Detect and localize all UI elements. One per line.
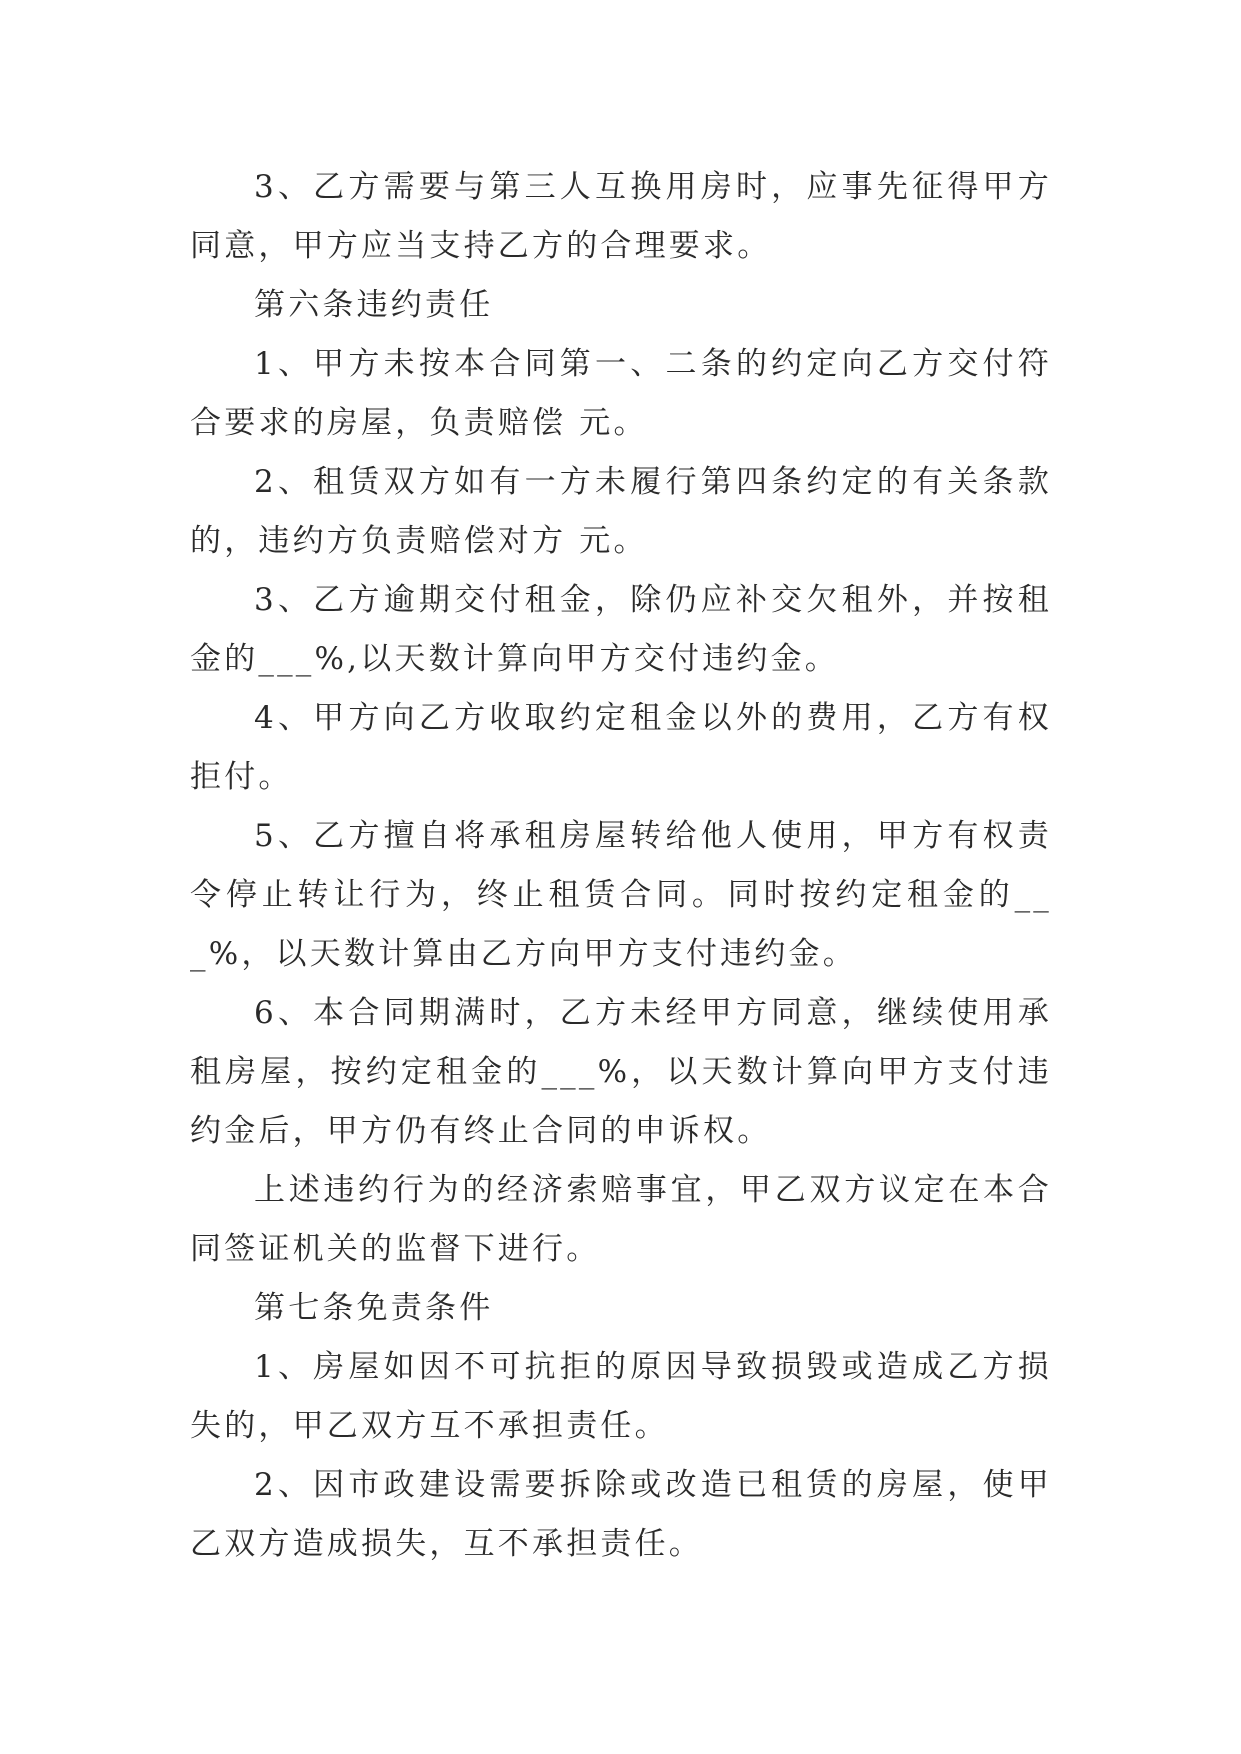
article-6-heading: 第六条违约责任 bbox=[254, 287, 494, 323]
clause-6-4: 4、甲方向乙方收取约定租金以外的费用，乙方有权拒付。 bbox=[190, 700, 1052, 795]
clause-7-1: 1、房屋如因不可抗拒的原因导致损毁或造成乙方损失的，甲乙双方互不承担责任。 bbox=[190, 1349, 1052, 1444]
document-body bbox=[190, 158, 1052, 1574]
clause-6-6: 6、本合同期满时，乙方未经甲方同意，继续使用承租房屋，按约定租金的___%，以天数计算向甲方支付违约金后，甲方仍有终止合同的申诉权。 bbox=[190, 995, 1052, 1149]
clause-6-2: 2、租赁双方如有一方未履行第四条约定的有关条款的，违约方负责赔偿对方 元。 bbox=[190, 464, 1052, 559]
article-7-heading: 第七条免责条件 bbox=[254, 1290, 494, 1326]
clause-6-5: 5、乙方擅自将承租房屋转给他人使用，甲方有权责令停止转让行为，终止租赁合同。同时按约定租金的___%，以天数计算由乙方向甲方支付违约金。 bbox=[190, 818, 1052, 972]
clause-6-3: 3、乙方逾期交付租金，除仍应补交欠租外，并按租金的___%,以天数计算向甲方交付违约金。 bbox=[190, 582, 1052, 677]
clause-7-2: 2、因市政建设需要拆除或改造已租赁的房屋，使甲乙双方造成损失，互不承担责任。 bbox=[190, 1467, 1052, 1562]
clause-5-3: 3、乙方需要与第三人互换用房时，应事先征得甲方同意，甲方应当支持乙方的合理要求。 bbox=[190, 169, 1052, 264]
clause-6-summary: 上述违约行为的经济索赔事宜，甲乙双方议定在本合同签证机关的监督下进行。 bbox=[190, 1172, 1052, 1267]
clause-6-1: 1、甲方未按本合同第一、二条的约定向乙方交付符合要求的房屋，负责赔偿 元。 bbox=[190, 346, 1052, 441]
